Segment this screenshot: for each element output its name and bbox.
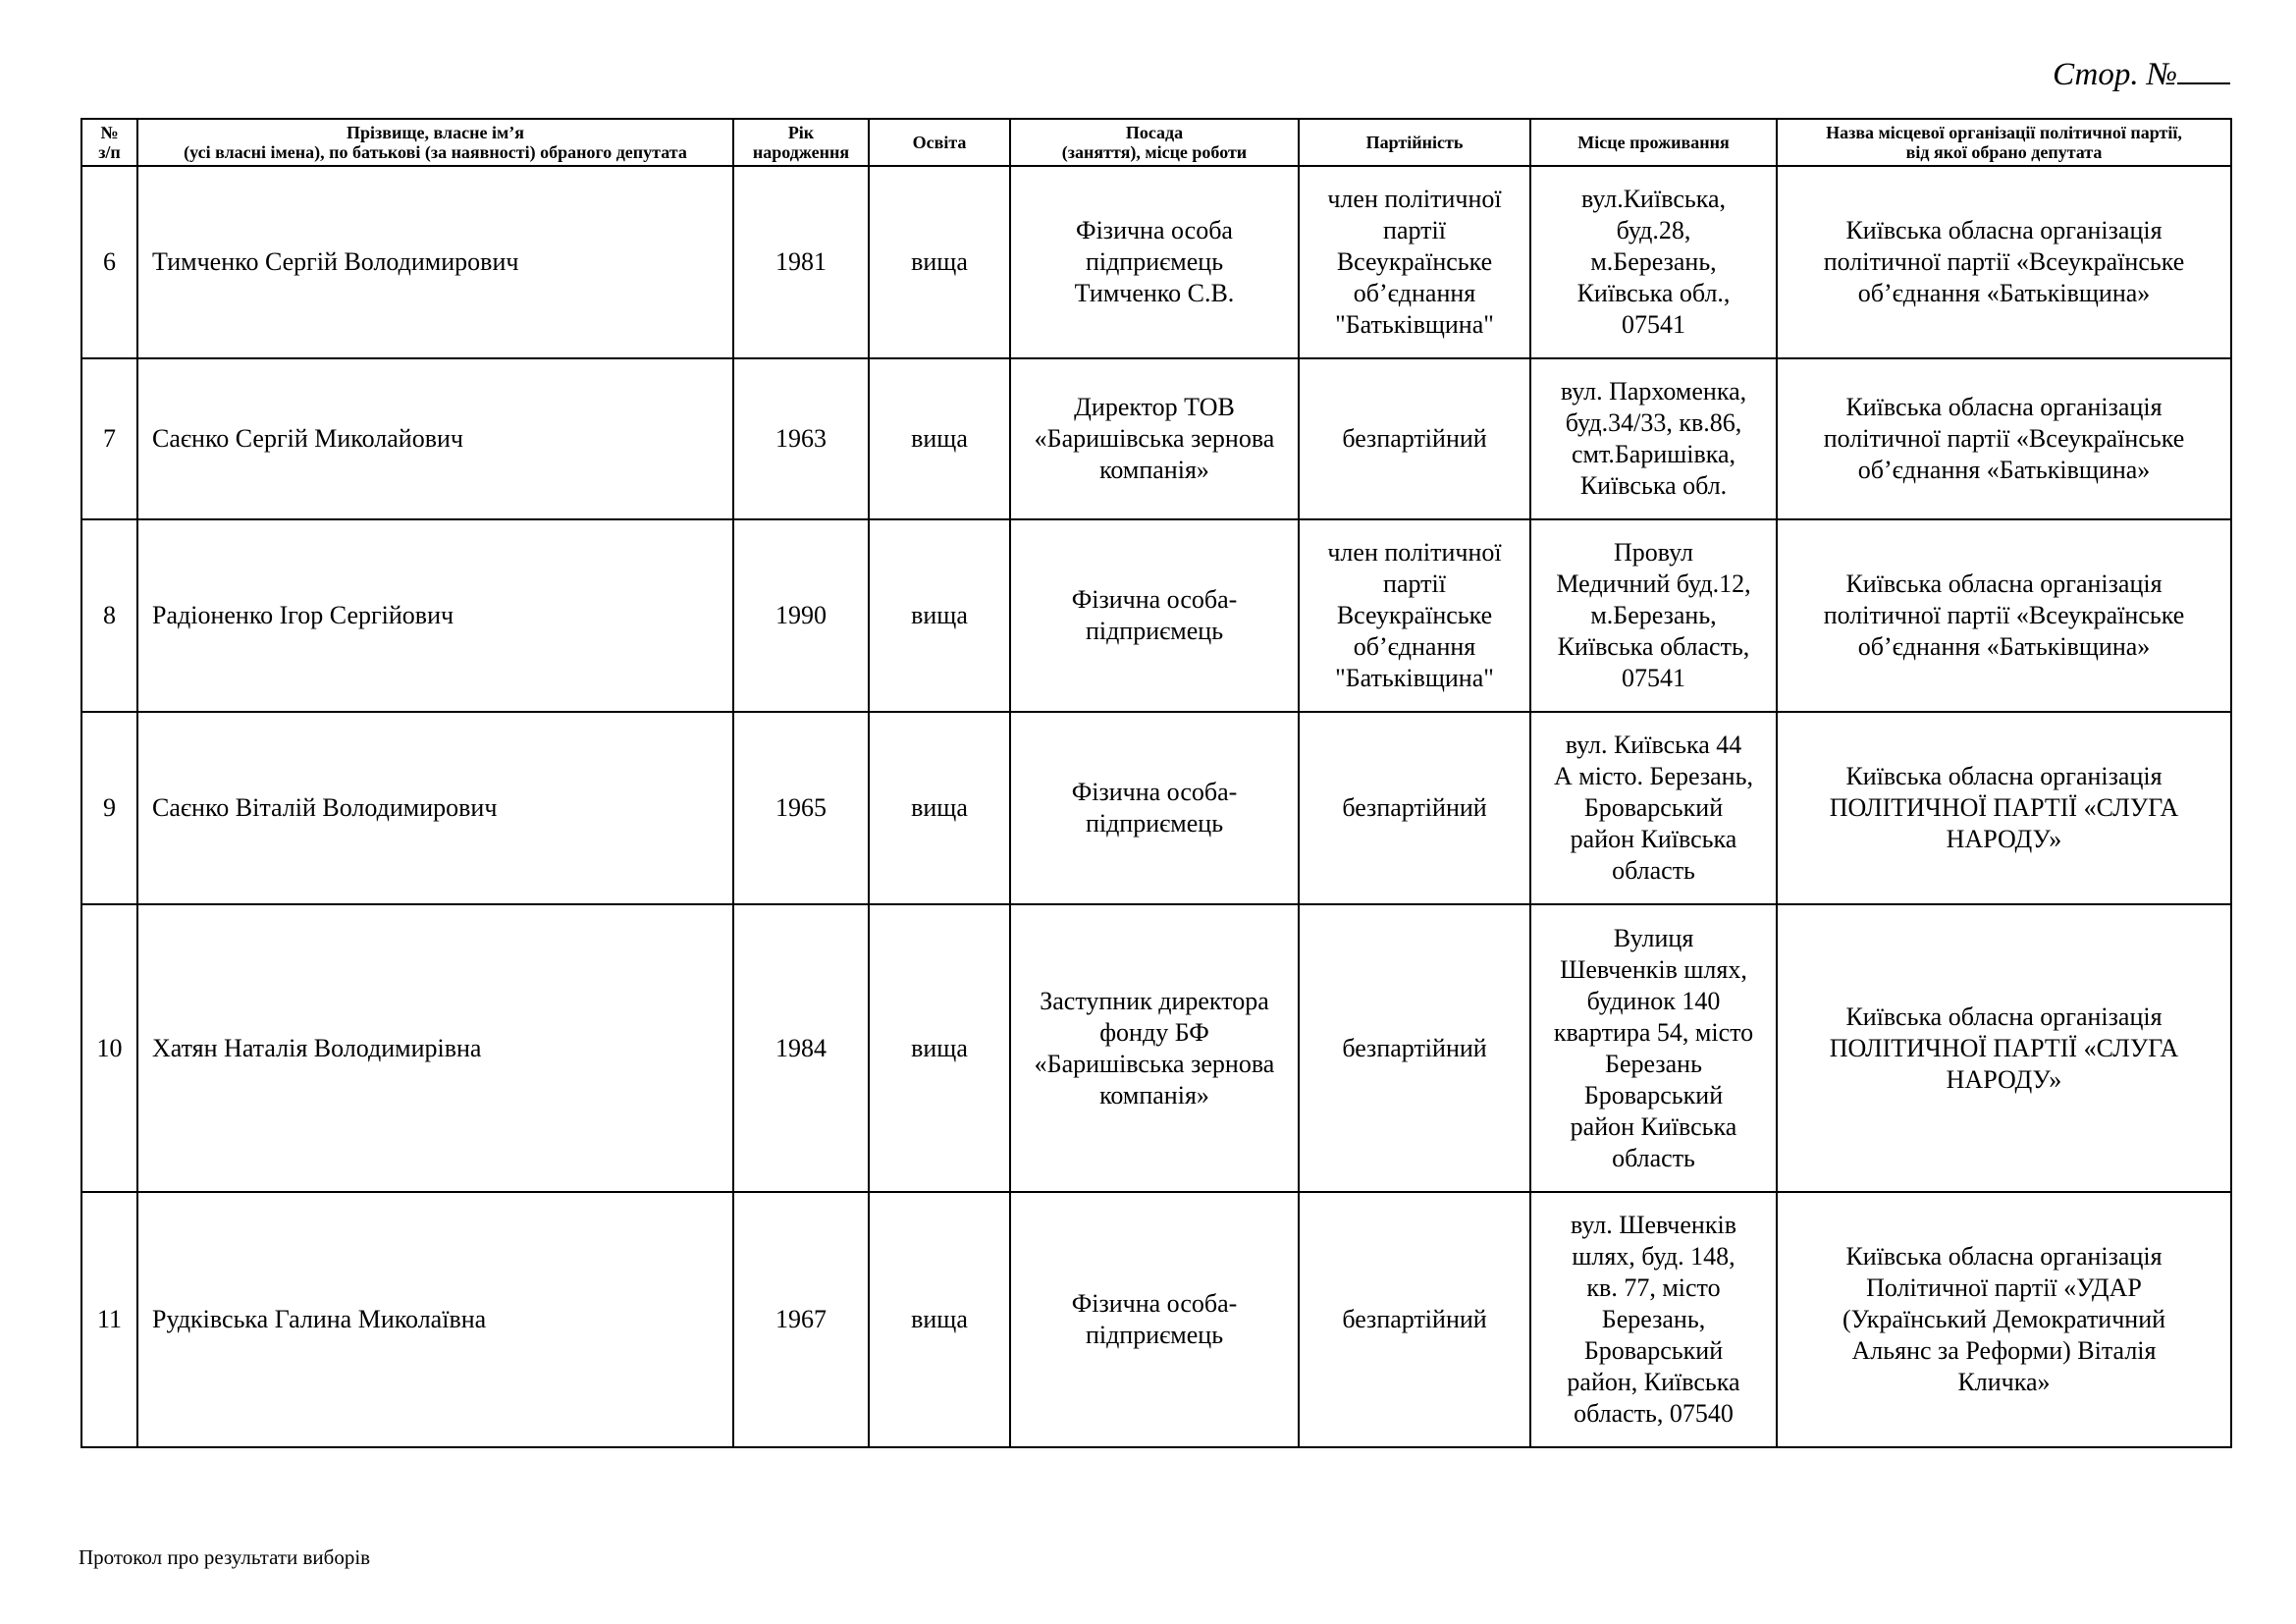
- cell-organization: [1777, 712, 2231, 904]
- cell-no: 11: [81, 1192, 137, 1447]
- cell-line: (Український Демократичний: [1842, 1305, 2166, 1333]
- cell-name: Рудківська Галина Миколаївна: [137, 1192, 733, 1447]
- cell-name: Саєнко Сергій Миколайович: [137, 358, 733, 519]
- page-number-label: Стор. №: [2053, 57, 2177, 92]
- cell-line: партії: [1383, 569, 1446, 598]
- cell-line: Київська обл.: [1579, 471, 1728, 500]
- header-line: Рік: [787, 123, 815, 142]
- cell-education: вища: [869, 519, 1010, 712]
- cell-line: м.Березань,: [1590, 247, 1717, 276]
- cell-education: вища: [869, 166, 1010, 358]
- cell-line: підприємець: [1085, 617, 1224, 645]
- page-number-blank: [2177, 55, 2230, 84]
- header-name: [137, 119, 733, 166]
- cell-no: 7: [81, 358, 137, 519]
- cell-line: об’єднання «Батьківщина»: [1857, 632, 2151, 661]
- cell-residence: [1530, 519, 1777, 712]
- cell-organization: [1777, 358, 2231, 519]
- cell-residence: [1530, 712, 1777, 904]
- table-row: [81, 358, 2231, 519]
- cell-organization: [1777, 166, 2231, 358]
- table-row: [81, 166, 2231, 358]
- cell-line: Київська обл.,: [1576, 279, 1731, 307]
- cell-line: Всеукраїнське: [1336, 601, 1493, 629]
- cell-line: об’єднання: [1353, 632, 1476, 661]
- cell-position: [1010, 904, 1299, 1192]
- cell-line: 07541: [1622, 664, 1685, 692]
- cell-name: Саєнко Віталій Володимирович: [137, 712, 733, 904]
- cell-line: фонду БФ: [1099, 1017, 1209, 1047]
- cell-line: буд.34/33, кв.86,: [1565, 408, 1742, 437]
- cell-line: Київська обласна організація: [1845, 216, 2163, 244]
- header-line: (заняття), місце роботи: [1061, 142, 1248, 162]
- cell-line: буд.28,: [1616, 216, 1691, 244]
- cell-no: 10: [81, 904, 137, 1192]
- cell-line: Березань,: [1601, 1305, 1706, 1333]
- cell-name: Тимченко Сергій Володимирович: [137, 166, 733, 358]
- cell-line: Броварський: [1583, 793, 1724, 822]
- table-header-row: [81, 119, 2231, 166]
- cell-line: Медичний буд.12,: [1556, 569, 1751, 598]
- cell-line: шлях, буд. 148,: [1572, 1242, 1735, 1271]
- cell-line: ПОЛІТИЧНОЇ ПАРТІЇ «СЛУГА: [1829, 1033, 2179, 1062]
- cell-organization: [1777, 1192, 2231, 1447]
- header-party: [1299, 119, 1530, 166]
- cell-line: компанія»: [1099, 456, 1209, 484]
- cell-line: 07541: [1622, 310, 1685, 339]
- cell-line: вул.Київська,: [1581, 185, 1726, 213]
- cell-party: [1299, 166, 1530, 358]
- cell-party: [1299, 358, 1530, 519]
- cell-no: 8: [81, 519, 137, 712]
- header-line: (усі власні імена), по батькові (за наявності) обраного депутата: [184, 142, 687, 162]
- cell-line: Тимченко С.В.: [1074, 279, 1235, 307]
- cell-line: «Баришівська зернова: [1034, 1049, 1275, 1078]
- cell-line: компанія»: [1099, 1080, 1209, 1110]
- cell-line: будинок 140: [1586, 986, 1721, 1015]
- cell-name: Хатян Наталія Володимирівна: [137, 904, 733, 1192]
- cell-line: «Баришівська зернова: [1034, 424, 1275, 453]
- cell-line: безпартійний: [1342, 424, 1487, 453]
- cell-line: Березань: [1605, 1049, 1702, 1078]
- header-line: з/п: [98, 142, 121, 162]
- cell-line: смт.Баришівка,: [1571, 440, 1736, 468]
- deputies-table: [80, 118, 2232, 1448]
- cell-line: об’єднання «Батьківщина»: [1857, 456, 2151, 484]
- cell-line: партії: [1383, 216, 1446, 244]
- cell-line: Київська обласна організація: [1845, 569, 2163, 598]
- cell-line: НАРОДУ»: [1946, 1064, 2062, 1094]
- cell-line: об’єднання: [1353, 279, 1476, 307]
- cell-position: [1010, 1192, 1299, 1447]
- cell-line: безпартійний: [1342, 1033, 1487, 1062]
- cell-line: Київська обласна організація: [1845, 762, 2163, 790]
- cell-education: вища: [869, 358, 1010, 519]
- cell-year: 1981: [733, 166, 869, 358]
- table-row: [81, 904, 2231, 1192]
- cell-party: [1299, 519, 1530, 712]
- table-row: [81, 1192, 2231, 1447]
- cell-line: Альянс за Реформи) Віталія: [1851, 1336, 2157, 1365]
- header-line: Посада: [1125, 123, 1184, 142]
- cell-line: область: [1612, 856, 1695, 885]
- cell-no: 9: [81, 712, 137, 904]
- cell-line: політичної партії «Всеукраїнське: [1823, 601, 2185, 629]
- cell-party: [1299, 712, 1530, 904]
- cell-line: підприємець: [1085, 1321, 1224, 1349]
- cell-residence: [1530, 166, 1777, 358]
- footer-caption: Протокол про результати виборів: [79, 1545, 371, 1569]
- cell-residence: [1530, 1192, 1777, 1447]
- cell-line: область, 07540: [1574, 1399, 1734, 1428]
- cell-line: вул. Київська 44: [1565, 731, 1742, 759]
- cell-no: 6: [81, 166, 137, 358]
- header-residence: [1530, 119, 1777, 166]
- cell-residence: [1530, 904, 1777, 1192]
- cell-year: 1963: [733, 358, 869, 519]
- header-position: [1010, 119, 1299, 166]
- header-no: [81, 119, 137, 166]
- cell-line: квартира 54, місто: [1553, 1017, 1754, 1047]
- cell-line: А місто. Березань,: [1554, 762, 1753, 790]
- cell-line: політичної партії «Всеукраїнське: [1823, 424, 2185, 453]
- cell-line: Київська обласна організація: [1845, 1242, 2163, 1271]
- header-line: Партійність: [1365, 133, 1464, 152]
- header-line: від якої обрано депутата: [1905, 142, 2103, 162]
- cell-line: вул. Пархоменка,: [1560, 377, 1747, 406]
- cell-line: підприємець: [1085, 247, 1224, 276]
- cell-line: Фізична особа: [1076, 216, 1233, 244]
- table-row: [81, 519, 2231, 712]
- header-line: №: [100, 123, 119, 142]
- cell-line: політичної партії «Всеукраїнське: [1823, 247, 2185, 276]
- cell-line: кв. 77, місто: [1586, 1273, 1721, 1302]
- cell-line: м.Березань,: [1590, 601, 1717, 629]
- cell-year: 1990: [733, 519, 869, 712]
- cell-line: район Київська: [1570, 825, 1737, 853]
- cell-line: Кличка»: [1957, 1368, 2051, 1396]
- cell-line: район, Київська: [1567, 1368, 1740, 1396]
- table-row: [81, 712, 2231, 904]
- cell-line: Київська обласна організація: [1845, 1001, 2163, 1031]
- cell-line: район Київська: [1570, 1111, 1737, 1141]
- cell-year: 1965: [733, 712, 869, 904]
- cell-line: Політичної партії «УДАР: [1866, 1273, 2142, 1302]
- cell-year: 1984: [733, 904, 869, 1192]
- cell-year: 1967: [733, 1192, 869, 1447]
- cell-line: Фізична особа-: [1071, 778, 1238, 806]
- page-number: [2053, 55, 2230, 93]
- cell-position: [1010, 519, 1299, 712]
- cell-line: область: [1612, 1143, 1695, 1172]
- cell-line: "Батьківщина": [1335, 664, 1494, 692]
- cell-line: Фізична особа-: [1071, 1289, 1238, 1318]
- cell-position: [1010, 358, 1299, 519]
- cell-organization: [1777, 519, 2231, 712]
- cell-line: член політичної: [1327, 185, 1502, 213]
- header-line: народження: [752, 142, 850, 162]
- cell-line: Київська обласна організація: [1845, 393, 2163, 421]
- cell-residence: [1530, 358, 1777, 519]
- header-organization: [1777, 119, 2231, 166]
- cell-line: підприємець: [1085, 809, 1224, 838]
- cell-education: вища: [869, 712, 1010, 904]
- cell-line: Броварський: [1583, 1080, 1724, 1110]
- cell-line: Вулиця: [1613, 923, 1694, 952]
- cell-line: безпартійний: [1342, 1305, 1487, 1333]
- cell-line: вул. Шевченків: [1571, 1211, 1736, 1239]
- cell-line: ПОЛІТИЧНОЇ ПАРТІЇ «СЛУГА: [1829, 793, 2179, 822]
- header-line: Місце проживання: [1577, 133, 1730, 152]
- header-line: Назва місцевої організації політичної партії,: [1826, 123, 2182, 142]
- cell-line: Всеукраїнське: [1336, 247, 1493, 276]
- cell-line: "Батьківщина": [1335, 310, 1494, 339]
- cell-name: Радіоненко Ігор Сергійович: [137, 519, 733, 712]
- cell-line: Фізична особа-: [1071, 585, 1238, 614]
- cell-line: Директор ТОВ: [1074, 393, 1235, 421]
- header-line: Прізвище, власне ім’я: [347, 123, 524, 142]
- cell-education: вища: [869, 904, 1010, 1192]
- header-year: [733, 119, 869, 166]
- cell-line: об’єднання «Батьківщина»: [1857, 279, 2151, 307]
- cell-line: безпартійний: [1342, 793, 1487, 822]
- cell-line: Шевченків шлях,: [1560, 954, 1747, 984]
- cell-line: Заступник директора: [1040, 986, 1269, 1015]
- cell-line: НАРОДУ»: [1946, 825, 2062, 853]
- header-line: Освіта: [912, 133, 967, 152]
- cell-line: Провул: [1614, 538, 1693, 567]
- cell-position: [1010, 166, 1299, 358]
- cell-line: член політичної: [1327, 538, 1502, 567]
- cell-organization: [1777, 904, 2231, 1192]
- header-education: [869, 119, 1010, 166]
- cell-education: вища: [869, 1192, 1010, 1447]
- cell-position: [1010, 712, 1299, 904]
- cell-party: [1299, 904, 1530, 1192]
- cell-line: Київська область,: [1557, 632, 1750, 661]
- cell-line: Броварський: [1583, 1336, 1724, 1365]
- cell-party: [1299, 1192, 1530, 1447]
